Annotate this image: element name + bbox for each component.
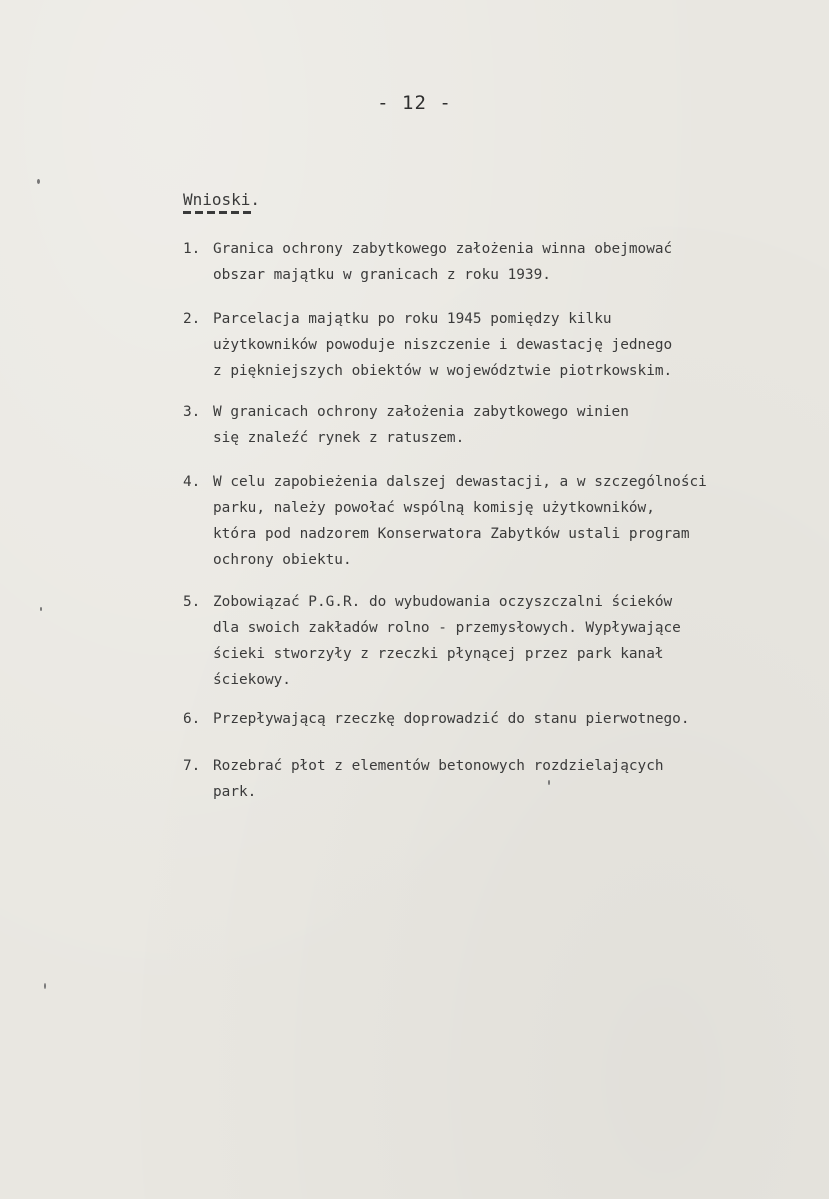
list-item [183,706,803,732]
section-heading-text: Wnioski. [183,190,261,209]
list-item-text: Przepływającą rzeczkę doprowadzić do stanu pierwotnego. [213,711,690,727]
scan-speck [44,983,46,989]
scan-speck [37,179,40,184]
list-item [183,753,803,805]
heading-underline [183,211,255,214]
list-item-text: Zobowiązać P.G.R. do wybudowania oczyszczalni ścieków dla swoich zakładów rolno - przemysłowych. Wypływające ścieki stworzyły z rzeczki płynącej przez park kanał ściekowy. [213,594,681,688]
page-number: - 12 - [377,92,452,114]
list-item-text: W celu zapobieżenia dalszej dewastacji, a w szczególności parku, należy powołać wspólną komisję użytkowników, która pod nadzorem Konserwatora Zabytków ustali program ochrony obiektu. [213,474,707,568]
scan-speck [40,607,42,611]
list-item-text: Parcelacja majątku po roku 1945 pomiędzy kilku użytkowników powoduje niszczenie i dewastację jednego z piękniejszych obiektów w województwie piotrkowskim. [213,311,673,379]
list-item-number: 3. [183,404,201,420]
list-item-number: 7. [183,758,201,774]
list-item-text: W granicach ochrony założenia zabytkowego winien się znaleźć rynek z ratuszem. [213,404,629,446]
list-item-number: 2. [183,311,201,327]
list-item [183,399,803,451]
list-item-number: 5. [183,594,201,610]
list-item [183,469,803,573]
list-item [183,589,803,693]
list-item [183,236,803,288]
list-item-text: Rozebrać płot z elementów betonowych rozdzielających park. [213,758,664,800]
list-item [183,306,803,384]
scan-speck [548,780,550,785]
list-item-text: Granica ochrony zabytkowego założenia winna obejmować obszar majątku w granicach z roku 1939. [213,241,673,283]
list-item-number: 6. [183,711,201,727]
list-item-number: 1. [183,241,201,257]
section-heading [183,190,260,209]
list-item-number: 4. [183,474,201,490]
